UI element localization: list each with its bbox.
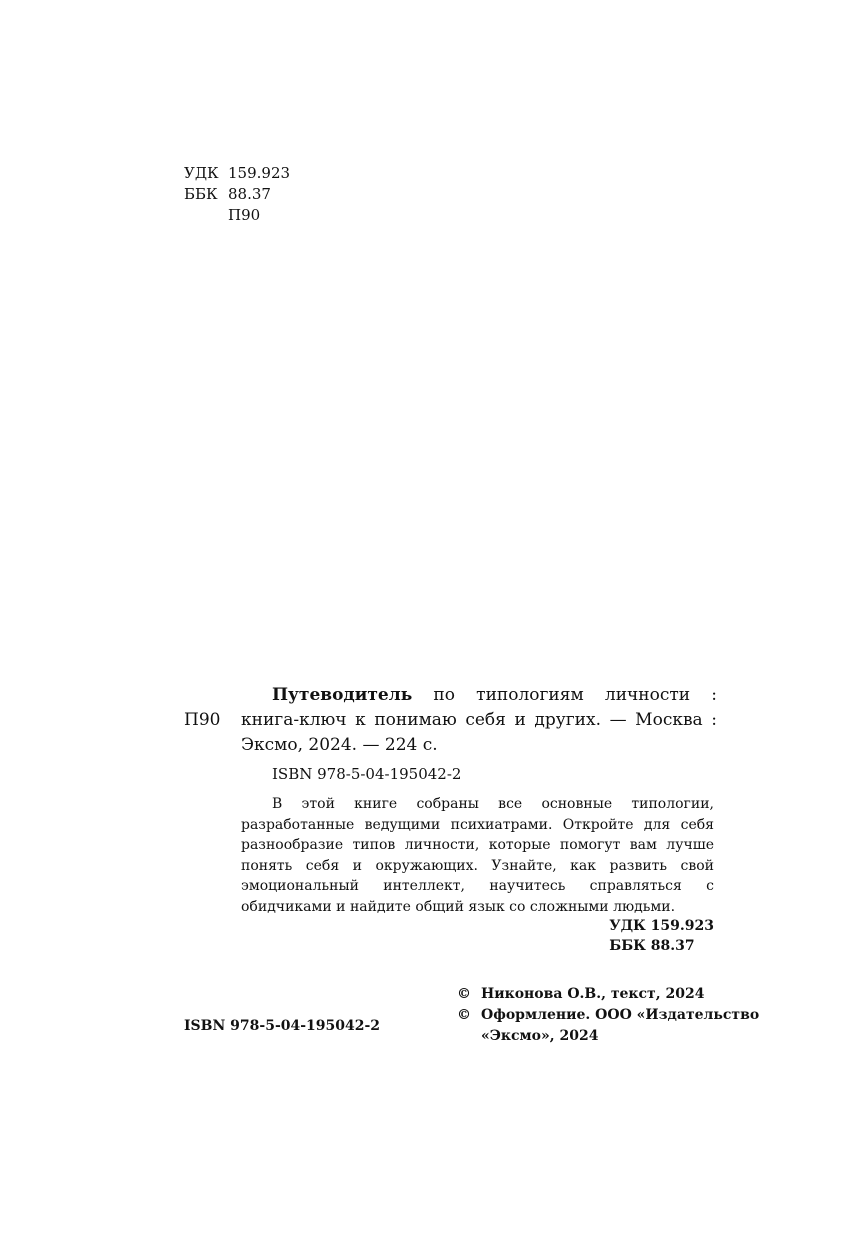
- bibliographic-entry: [241, 683, 717, 758]
- copyright-block: [457, 984, 760, 1047]
- bbk-label: ББК: [184, 185, 218, 203]
- udk-row: [184, 163, 290, 184]
- copyright-text-line: [457, 984, 719, 1005]
- classification-block: [184, 163, 290, 226]
- copyright-text: Никонова О.В., текст, 2024: [481, 986, 705, 1002]
- copyright-design-2: «Эксмо», 2024: [481, 1028, 599, 1044]
- udk-code: УДК 159.923: [609, 918, 714, 934]
- udk-value: 159.923: [228, 164, 291, 182]
- author-mark: П90: [228, 206, 261, 224]
- bbk-code: ББК 88.37: [609, 938, 695, 954]
- author-mark-row: [184, 205, 290, 226]
- entry-title-bold: Путеводитель: [272, 685, 413, 705]
- udk-label: УДК: [184, 164, 219, 182]
- abstract-paragraph: В этой книге собраны все основные типологии, разработанные ведущими психиатрами. Откройте для себя разнообразие типов личности, которые помогут вам лучше понять себя и окружающих. Узнайте, как развить свой эмоциональный интеллект, научитесь справляться с обидчиками и найдите общий язык со сложными людьми.: [241, 796, 714, 915]
- copyright-design-1: Оформление. ООО «Издательство: [481, 1007, 760, 1023]
- copyright-design-line: [457, 1005, 760, 1026]
- copyright-symbol: ©: [457, 1007, 471, 1023]
- entry-isbn: ISBN 978-5-04-195042-2: [272, 765, 462, 783]
- copyright-symbol: ©: [457, 986, 471, 1002]
- codes-block: [609, 916, 714, 956]
- entry-author-mark: П90: [184, 710, 221, 730]
- isbn-bottom: ISBN 978-5-04-195042-2: [184, 1018, 381, 1034]
- entry-title-rest: по типологиям личности : книга-ключ к понимаю себя и других. — Москва : Эксмо, 2024. — 224 с.: [241, 685, 717, 755]
- bbk-row: [184, 184, 290, 205]
- bbk-value: 88.37: [228, 185, 271, 203]
- copyright-design-line-2: [457, 1026, 719, 1047]
